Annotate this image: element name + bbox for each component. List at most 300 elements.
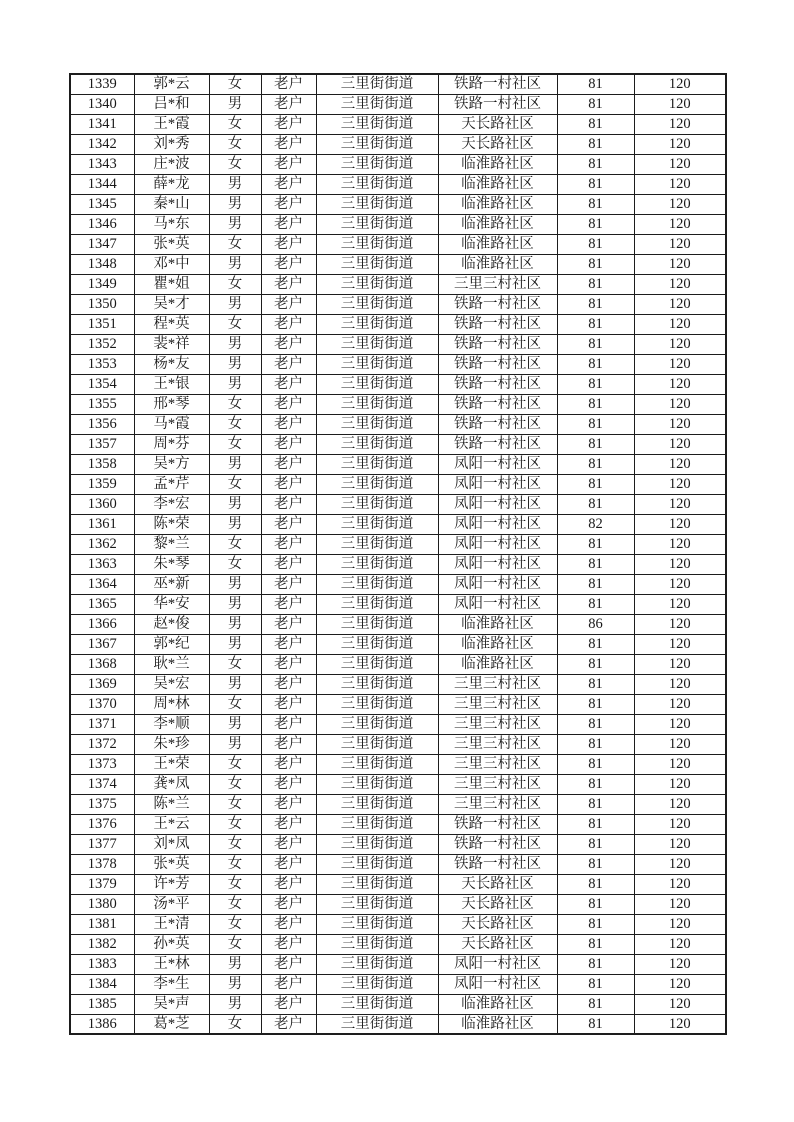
cell-household-type: 老户 [261, 554, 316, 574]
cell-gender: 男 [209, 214, 261, 234]
cell-household-type: 老户 [261, 434, 316, 454]
table-body [70, 74, 726, 1034]
cell-serial: 1349 [70, 274, 134, 294]
cell-community: 临淮路社区 [438, 654, 557, 674]
cell-serial: 1381 [70, 914, 134, 934]
cell-community: 铁路一村社区 [438, 414, 557, 434]
cell-gender: 女 [209, 834, 261, 854]
table-row [70, 154, 726, 174]
cell-street: 三里街街道 [316, 934, 438, 954]
cell-name: 王*云 [134, 814, 209, 834]
cell-serial: 1345 [70, 194, 134, 214]
cell-community: 凤阳一村社区 [438, 494, 557, 514]
cell-household-type: 老户 [261, 514, 316, 534]
table-row [70, 574, 726, 594]
table-row [70, 534, 726, 554]
cell-serial: 1375 [70, 794, 134, 814]
cell-community: 天长路社区 [438, 114, 557, 134]
cell-value2: 120 [634, 194, 726, 214]
cell-value1: 82 [557, 514, 634, 534]
table-row [70, 854, 726, 874]
cell-value2: 120 [634, 794, 726, 814]
cell-value1: 81 [557, 474, 634, 494]
cell-serial: 1386 [70, 1014, 134, 1034]
cell-value2: 120 [634, 854, 726, 874]
cell-community: 铁路一村社区 [438, 314, 557, 334]
cell-household-type: 老户 [261, 734, 316, 754]
table-row [70, 374, 726, 394]
cell-value2: 120 [634, 874, 726, 894]
cell-household-type: 老户 [261, 634, 316, 654]
table-row [70, 1014, 726, 1034]
cell-street: 三里街街道 [316, 414, 438, 434]
cell-gender: 男 [209, 334, 261, 354]
cell-serial: 1382 [70, 934, 134, 954]
cell-household-type: 老户 [261, 314, 316, 334]
cell-community: 临淮路社区 [438, 194, 557, 214]
cell-name: 华*安 [134, 594, 209, 614]
table-row [70, 814, 726, 834]
table-row [70, 214, 726, 234]
cell-gender: 女 [209, 274, 261, 294]
cell-street: 三里街街道 [316, 974, 438, 994]
cell-community: 铁路一村社区 [438, 334, 557, 354]
cell-household-type: 老户 [261, 74, 316, 94]
cell-value1: 81 [557, 1014, 634, 1034]
cell-gender: 女 [209, 794, 261, 814]
cell-gender: 女 [209, 914, 261, 934]
cell-gender: 女 [209, 694, 261, 714]
cell-value2: 120 [634, 414, 726, 434]
cell-gender: 男 [209, 514, 261, 534]
cell-community: 临淮路社区 [438, 614, 557, 634]
cell-value1: 81 [557, 894, 634, 914]
cell-serial: 1342 [70, 134, 134, 154]
cell-value1: 81 [557, 494, 634, 514]
cell-household-type: 老户 [261, 614, 316, 634]
cell-street: 三里街街道 [316, 354, 438, 374]
cell-community: 临淮路社区 [438, 634, 557, 654]
cell-value2: 120 [634, 814, 726, 834]
cell-street: 三里街街道 [316, 374, 438, 394]
cell-value2: 120 [634, 454, 726, 474]
table-row [70, 274, 726, 294]
cell-street: 三里街街道 [316, 174, 438, 194]
cell-serial: 1361 [70, 514, 134, 534]
cell-household-type: 老户 [261, 134, 316, 154]
cell-household-type: 老户 [261, 894, 316, 914]
cell-community: 凤阳一村社区 [438, 594, 557, 614]
cell-community: 天长路社区 [438, 914, 557, 934]
cell-street: 三里街街道 [316, 954, 438, 974]
cell-serial: 1383 [70, 954, 134, 974]
table-row [70, 934, 726, 954]
cell-gender: 男 [209, 714, 261, 734]
table-row [70, 134, 726, 154]
table-row [70, 614, 726, 634]
cell-value2: 120 [634, 434, 726, 454]
cell-household-type: 老户 [261, 234, 316, 254]
cell-community: 凤阳一村社区 [438, 574, 557, 594]
table-row [70, 454, 726, 474]
cell-value2: 120 [634, 974, 726, 994]
cell-name: 周*芬 [134, 434, 209, 454]
cell-serial: 1362 [70, 534, 134, 554]
cell-serial: 1350 [70, 294, 134, 314]
cell-value2: 120 [634, 494, 726, 514]
cell-serial: 1366 [70, 614, 134, 634]
cell-street: 三里街街道 [316, 814, 438, 834]
cell-community: 铁路一村社区 [438, 294, 557, 314]
cell-gender: 女 [209, 1014, 261, 1034]
cell-value1: 81 [557, 134, 634, 154]
cell-community: 临淮路社区 [438, 254, 557, 274]
cell-serial: 1368 [70, 654, 134, 674]
cell-street: 三里街街道 [316, 834, 438, 854]
cell-value2: 120 [634, 634, 726, 654]
cell-gender: 男 [209, 674, 261, 694]
cell-household-type: 老户 [261, 574, 316, 594]
cell-gender: 女 [209, 534, 261, 554]
cell-serial: 1357 [70, 434, 134, 454]
cell-value1: 81 [557, 854, 634, 874]
cell-value1: 81 [557, 994, 634, 1014]
cell-value2: 120 [634, 894, 726, 914]
cell-value2: 120 [634, 914, 726, 934]
cell-street: 三里街街道 [316, 674, 438, 694]
cell-value1: 81 [557, 294, 634, 314]
cell-gender: 女 [209, 134, 261, 154]
cell-value1: 81 [557, 694, 634, 714]
cell-value1: 81 [557, 834, 634, 854]
cell-household-type: 老户 [261, 834, 316, 854]
cell-name: 李*生 [134, 974, 209, 994]
cell-value1: 81 [557, 334, 634, 354]
cell-gender: 女 [209, 154, 261, 174]
cell-name: 邢*琴 [134, 394, 209, 414]
cell-serial: 1355 [70, 394, 134, 414]
cell-name: 郭*纪 [134, 634, 209, 654]
cell-street: 三里街街道 [316, 394, 438, 414]
cell-gender: 男 [209, 294, 261, 314]
cell-name: 王*林 [134, 954, 209, 974]
cell-value1: 81 [557, 714, 634, 734]
table-row [70, 314, 726, 334]
cell-value1: 81 [557, 454, 634, 474]
cell-community: 三里三村社区 [438, 274, 557, 294]
cell-household-type: 老户 [261, 94, 316, 114]
table-row [70, 774, 726, 794]
cell-gender: 女 [209, 894, 261, 914]
cell-value2: 120 [634, 174, 726, 194]
cell-value2: 120 [634, 354, 726, 374]
cell-serial: 1377 [70, 834, 134, 854]
cell-street: 三里街街道 [316, 514, 438, 534]
cell-household-type: 老户 [261, 494, 316, 514]
cell-street: 三里街街道 [316, 194, 438, 214]
table-row [70, 954, 726, 974]
cell-value1: 81 [557, 74, 634, 94]
cell-value2: 120 [634, 654, 726, 674]
cell-serial: 1384 [70, 974, 134, 994]
table-row [70, 714, 726, 734]
cell-serial: 1373 [70, 754, 134, 774]
cell-serial: 1369 [70, 674, 134, 694]
cell-gender: 女 [209, 774, 261, 794]
cell-serial: 1367 [70, 634, 134, 654]
cell-household-type: 老户 [261, 534, 316, 554]
cell-gender: 女 [209, 854, 261, 874]
cell-community: 铁路一村社区 [438, 374, 557, 394]
table-row [70, 294, 726, 314]
cell-gender: 男 [209, 734, 261, 754]
cell-community: 凤阳一村社区 [438, 534, 557, 554]
cell-street: 三里街街道 [316, 554, 438, 574]
table-row [70, 194, 726, 214]
cell-name: 朱*琴 [134, 554, 209, 574]
cell-name: 葛*芝 [134, 1014, 209, 1034]
cell-gender: 男 [209, 174, 261, 194]
cell-value1: 81 [557, 554, 634, 574]
cell-gender: 女 [209, 414, 261, 434]
cell-name: 马*东 [134, 214, 209, 234]
cell-serial: 1358 [70, 454, 134, 474]
cell-name: 龚*凤 [134, 774, 209, 794]
cell-gender: 女 [209, 74, 261, 94]
cell-community: 临淮路社区 [438, 154, 557, 174]
cell-name: 薛*龙 [134, 174, 209, 194]
cell-community: 凤阳一村社区 [438, 954, 557, 974]
cell-street: 三里街街道 [316, 734, 438, 754]
cell-value2: 120 [634, 94, 726, 114]
cell-name: 陈*荣 [134, 514, 209, 534]
cell-household-type: 老户 [261, 474, 316, 494]
cell-name: 黎*兰 [134, 534, 209, 554]
cell-value2: 120 [634, 314, 726, 334]
cell-value1: 81 [557, 574, 634, 594]
table-row [70, 394, 726, 414]
cell-community: 天长路社区 [438, 874, 557, 894]
cell-gender: 女 [209, 114, 261, 134]
cell-community: 三里三村社区 [438, 734, 557, 754]
cell-value2: 120 [634, 674, 726, 694]
table-row [70, 354, 726, 374]
cell-street: 三里街街道 [316, 894, 438, 914]
cell-name: 吕*和 [134, 94, 209, 114]
cell-street: 三里街街道 [316, 134, 438, 154]
cell-value1: 81 [557, 874, 634, 894]
cell-value1: 81 [557, 774, 634, 794]
cell-gender: 女 [209, 234, 261, 254]
cell-community: 铁路一村社区 [438, 434, 557, 454]
cell-community: 天长路社区 [438, 934, 557, 954]
cell-value2: 120 [634, 394, 726, 414]
cell-street: 三里街街道 [316, 914, 438, 934]
cell-name: 吴*才 [134, 294, 209, 314]
cell-value1: 86 [557, 614, 634, 634]
table-row [70, 694, 726, 714]
cell-household-type: 老户 [261, 254, 316, 274]
cell-household-type: 老户 [261, 674, 316, 694]
cell-serial: 1346 [70, 214, 134, 234]
cell-name: 刘*秀 [134, 134, 209, 154]
cell-household-type: 老户 [261, 914, 316, 934]
table-row [70, 94, 726, 114]
table-row [70, 494, 726, 514]
cell-household-type: 老户 [261, 774, 316, 794]
cell-community: 三里三村社区 [438, 674, 557, 694]
cell-value2: 120 [634, 234, 726, 254]
cell-serial: 1352 [70, 334, 134, 354]
cell-name: 吴*方 [134, 454, 209, 474]
cell-household-type: 老户 [261, 174, 316, 194]
cell-value2: 120 [634, 514, 726, 534]
cell-community: 凤阳一村社区 [438, 974, 557, 994]
cell-street: 三里街街道 [316, 474, 438, 494]
cell-name: 孟*芹 [134, 474, 209, 494]
cell-serial: 1341 [70, 114, 134, 134]
cell-value2: 120 [634, 374, 726, 394]
cell-street: 三里街街道 [316, 234, 438, 254]
cell-community: 铁路一村社区 [438, 814, 557, 834]
cell-name: 李*顺 [134, 714, 209, 734]
cell-serial: 1343 [70, 154, 134, 174]
cell-street: 三里街街道 [316, 294, 438, 314]
cell-name: 庄*波 [134, 154, 209, 174]
table-row [70, 234, 726, 254]
cell-value2: 120 [634, 574, 726, 594]
cell-street: 三里街街道 [316, 254, 438, 274]
cell-name: 张*英 [134, 854, 209, 874]
cell-name: 吴*宏 [134, 674, 209, 694]
cell-value2: 120 [634, 754, 726, 774]
cell-community: 铁路一村社区 [438, 94, 557, 114]
table-row [70, 794, 726, 814]
cell-serial: 1360 [70, 494, 134, 514]
cell-value1: 81 [557, 634, 634, 654]
cell-street: 三里街街道 [316, 274, 438, 294]
cell-value1: 81 [557, 914, 634, 934]
cell-serial: 1364 [70, 574, 134, 594]
cell-name: 赵*俊 [134, 614, 209, 634]
cell-value1: 81 [557, 754, 634, 774]
cell-gender: 男 [209, 454, 261, 474]
table-row [70, 754, 726, 774]
table-row [70, 114, 726, 134]
cell-street: 三里街街道 [316, 694, 438, 714]
cell-community: 凤阳一村社区 [438, 474, 557, 494]
cell-street: 三里街街道 [316, 454, 438, 474]
cell-street: 三里街街道 [316, 314, 438, 334]
cell-name: 郭*云 [134, 74, 209, 94]
cell-value1: 81 [557, 954, 634, 974]
cell-serial: 1378 [70, 854, 134, 874]
cell-value1: 81 [557, 314, 634, 334]
cell-street: 三里街街道 [316, 1014, 438, 1034]
cell-gender: 男 [209, 354, 261, 374]
cell-street: 三里街街道 [316, 594, 438, 614]
cell-household-type: 老户 [261, 294, 316, 314]
cell-serial: 1370 [70, 694, 134, 714]
cell-street: 三里街街道 [316, 714, 438, 734]
cell-household-type: 老户 [261, 754, 316, 774]
cell-value1: 81 [557, 534, 634, 554]
cell-value2: 120 [634, 774, 726, 794]
cell-household-type: 老户 [261, 794, 316, 814]
cell-value2: 120 [634, 614, 726, 634]
cell-gender: 女 [209, 554, 261, 574]
cell-street: 三里街街道 [316, 434, 438, 454]
cell-value1: 81 [557, 154, 634, 174]
cell-value1: 81 [557, 934, 634, 954]
cell-serial: 1351 [70, 314, 134, 334]
cell-community: 三里三村社区 [438, 754, 557, 774]
cell-value2: 120 [634, 154, 726, 174]
cell-street: 三里街街道 [316, 794, 438, 814]
cell-serial: 1359 [70, 474, 134, 494]
cell-community: 凤阳一村社区 [438, 454, 557, 474]
cell-value2: 120 [634, 994, 726, 1014]
cell-community: 凤阳一村社区 [438, 514, 557, 534]
cell-value2: 120 [634, 954, 726, 974]
cell-street: 三里街街道 [316, 214, 438, 234]
table-row [70, 654, 726, 674]
cell-name: 马*霞 [134, 414, 209, 434]
cell-household-type: 老户 [261, 214, 316, 234]
cell-community: 天长路社区 [438, 894, 557, 914]
resident-roster-table [69, 73, 727, 1035]
cell-value1: 81 [557, 274, 634, 294]
cell-serial: 1385 [70, 994, 134, 1014]
cell-name: 王*霞 [134, 114, 209, 134]
cell-value1: 81 [557, 174, 634, 194]
cell-household-type: 老户 [261, 854, 316, 874]
cell-community: 铁路一村社区 [438, 834, 557, 854]
cell-serial: 1371 [70, 714, 134, 734]
table-row [70, 674, 726, 694]
cell-household-type: 老户 [261, 934, 316, 954]
cell-gender: 女 [209, 434, 261, 454]
cell-gender: 男 [209, 254, 261, 274]
table-row [70, 74, 726, 94]
cell-street: 三里街街道 [316, 574, 438, 594]
cell-value1: 81 [557, 194, 634, 214]
cell-gender: 女 [209, 874, 261, 894]
cell-community: 三里三村社区 [438, 774, 557, 794]
cell-name: 裴*祥 [134, 334, 209, 354]
cell-value2: 120 [634, 334, 726, 354]
table-row [70, 474, 726, 494]
cell-name: 邓*中 [134, 254, 209, 274]
cell-value1: 81 [557, 974, 634, 994]
cell-gender: 女 [209, 814, 261, 834]
cell-household-type: 老户 [261, 414, 316, 434]
cell-value2: 120 [634, 694, 726, 714]
cell-serial: 1365 [70, 594, 134, 614]
cell-serial: 1363 [70, 554, 134, 574]
cell-gender: 男 [209, 574, 261, 594]
cell-serial: 1340 [70, 94, 134, 114]
cell-value1: 81 [557, 814, 634, 834]
cell-name: 吴*声 [134, 994, 209, 1014]
cell-value2: 120 [634, 834, 726, 854]
cell-name: 孙*英 [134, 934, 209, 954]
cell-household-type: 老户 [261, 814, 316, 834]
cell-gender: 男 [209, 374, 261, 394]
cell-serial: 1374 [70, 774, 134, 794]
cell-gender: 女 [209, 934, 261, 954]
cell-household-type: 老户 [261, 194, 316, 214]
